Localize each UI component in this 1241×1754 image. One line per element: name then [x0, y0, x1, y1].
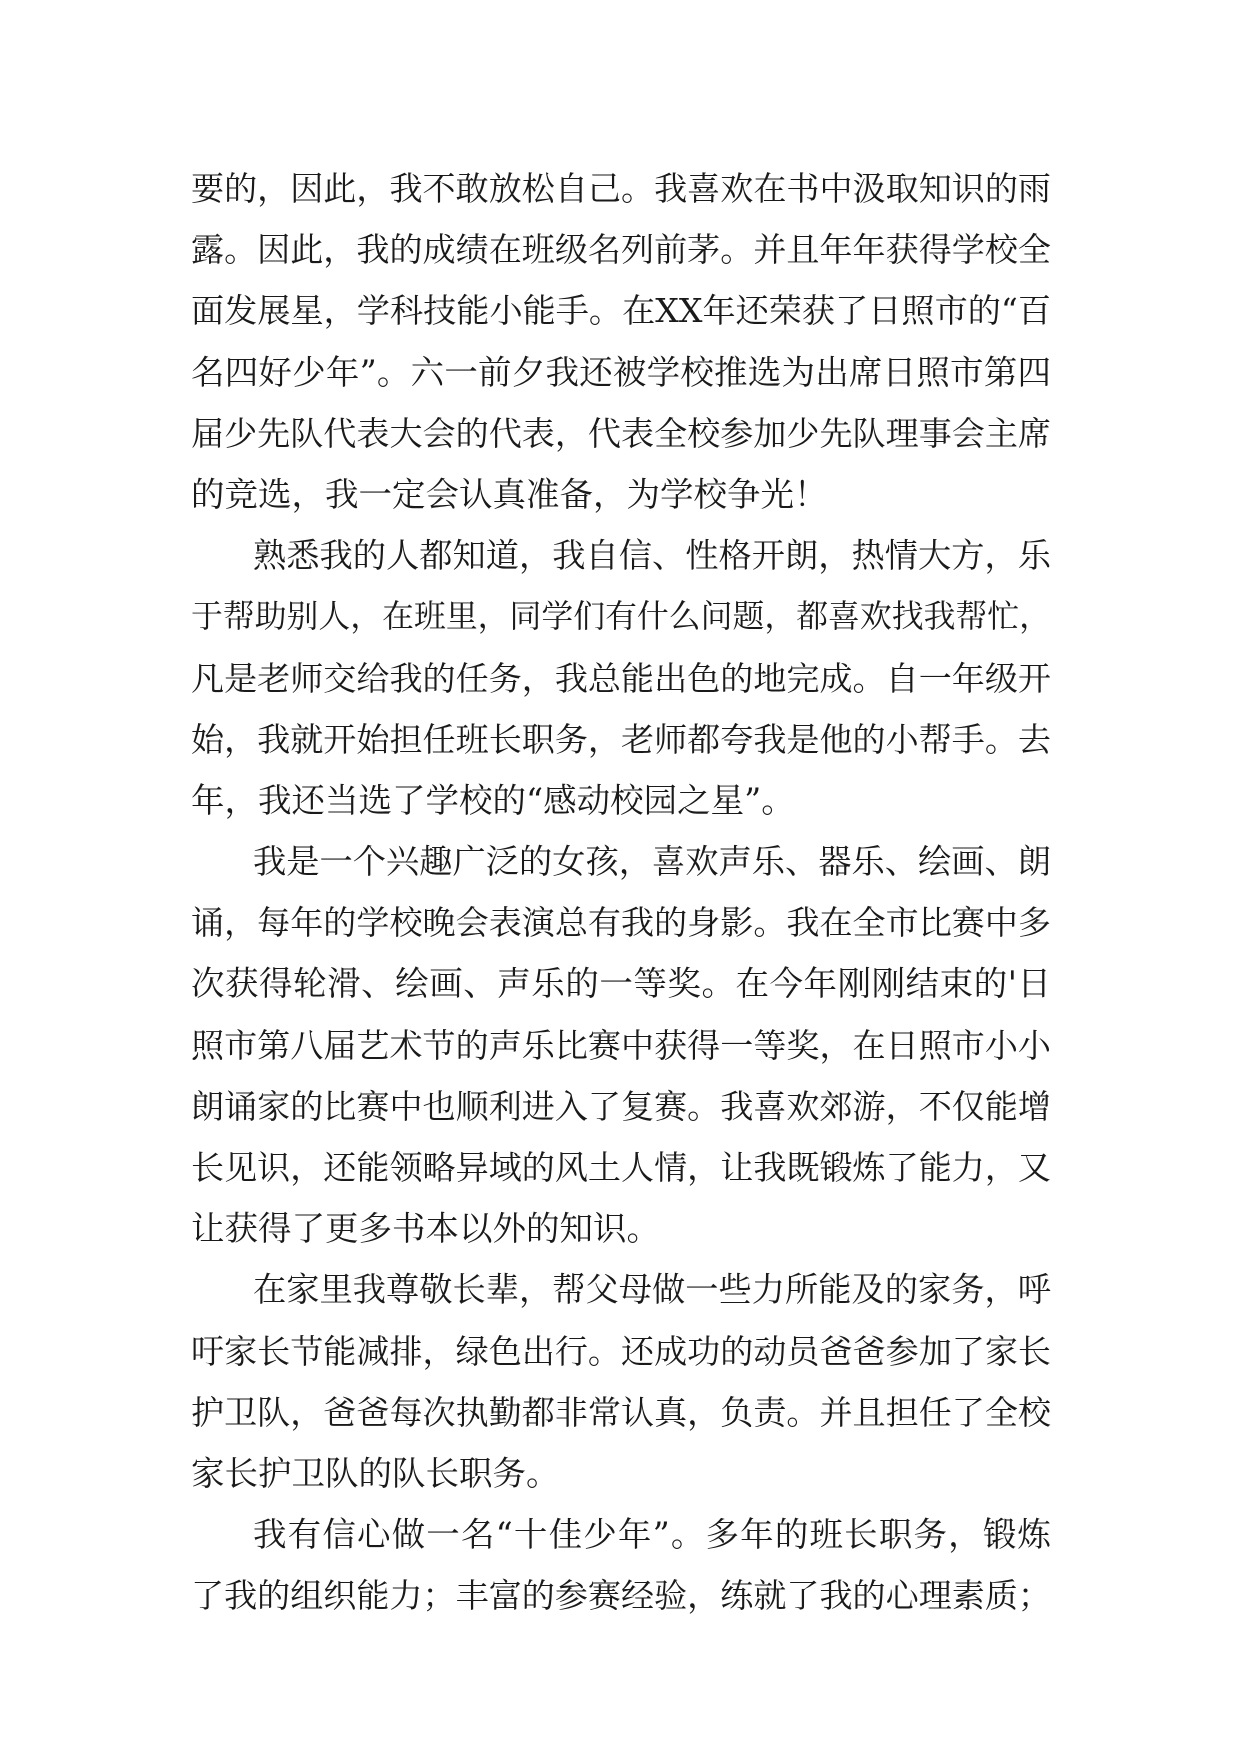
text-line: 护卫队，爸爸每次执勤都非常认真，负责。并且担任了全校: [191, 1392, 1051, 1432]
text-line: 吁家长节能减排，绿色出行。还成功的动员爸爸参加了家长: [191, 1331, 1051, 1371]
text-line: 朗诵家的比赛中也顺利进入了复赛。我喜欢郊游，不仅能增: [191, 1086, 1051, 1126]
text-line: 始，我就开始担任班长职务，老师都夸我是他的小帮手。去: [191, 719, 1051, 759]
text-line: 家长护卫队的队长职务。: [191, 1453, 560, 1493]
text-line: 了我的组织能力；丰富的参赛经验，练就了我的心理素质；: [191, 1576, 1051, 1616]
text-line: 次获得轮滑、绘画、声乐的一等奖。在今年刚刚结束的'日: [191, 964, 1051, 1004]
text-line: 名四好少年”。六一前夕我还被学校推选为出席日照市第四: [191, 352, 1051, 392]
text-line: 我是一个兴趣广泛的女孩，喜欢声乐、器乐、绘画、朗: [253, 842, 1052, 882]
text-line: 要的，因此，我不敢放松自己。我喜欢在书中汲取知识的雨: [191, 169, 1051, 208]
text-line: 露。因此，我的成绩在班级名列前茅。并且年年获得学校全: [191, 230, 1051, 270]
text-line: 我有信心做一名“十佳少年”。多年的班长职务，锻炼: [253, 1515, 1051, 1555]
text-line: 凡是老师交给我的任务，我总能出色的地完成。自一年级开: [191, 658, 1051, 698]
document-body: [191, 158, 1051, 1627]
text-line: 在家里我尊敬长辈，帮父母做一些力所能及的家务，呼: [253, 1270, 1052, 1310]
text-line: 面发展星，学科技能小能手。在XX年还荣获了日照市的“百: [191, 291, 1051, 331]
text-line: 于帮助别人，在班里，同学们有什么问题，都喜欢找我帮忙，: [191, 597, 1051, 636]
text-line: 长见识，还能领略异域的风土人情，让我既锻炼了能力，又: [191, 1148, 1051, 1187]
text-line: 照市第八届艺术节的声乐比赛中获得一等奖，在日照市小小: [191, 1025, 1051, 1065]
text-line: 让获得了更多书本以外的知识。: [191, 1209, 660, 1249]
text-line: 诵，每年的学校晚会表演总有我的身影。我在全市比赛中多: [191, 903, 1051, 943]
text-line: 的竞选，我一定会认真准备，为学校争光！: [191, 474, 828, 514]
text-line: 届少先队代表大会的代表，代表全校参加少先队理事会主席: [191, 413, 1051, 453]
text-line: 年，我还当选了学校的“感动校园之星”。: [191, 780, 795, 820]
text-line: 熟悉我的人都知道，我自信、性格开朗，热情大方，乐: [253, 536, 1052, 576]
